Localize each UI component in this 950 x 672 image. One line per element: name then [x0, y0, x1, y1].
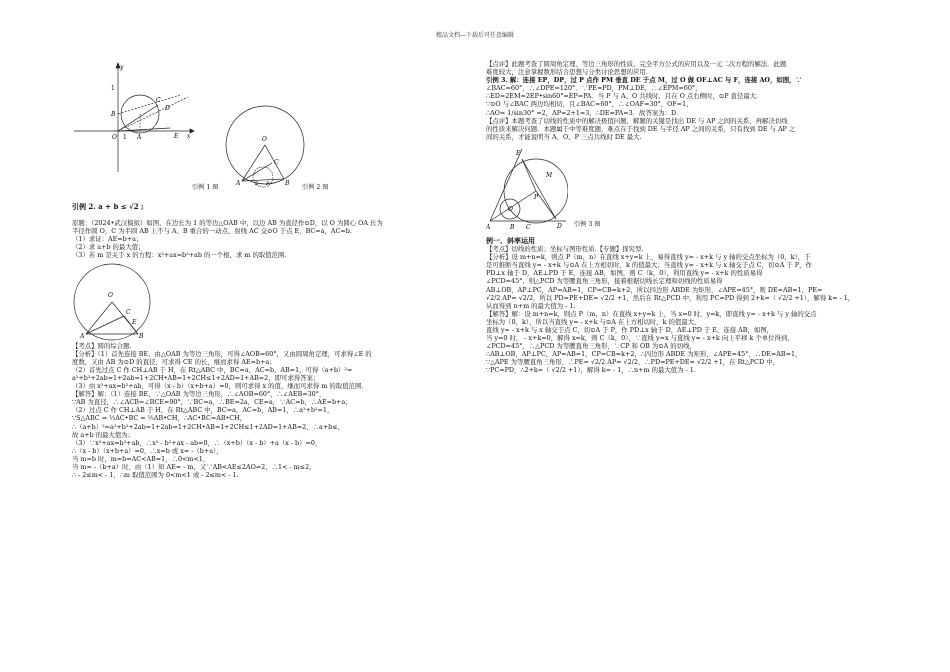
right-line-3: ∠BAC=60°，∴∠DPE=120°．∵PE=PD，PM⊥DE，∴∠EPM=60°， — [486, 84, 702, 93]
left-line-6: （3）若 m 是关于 x 的方程：x²+ax=b²+ab 的一个根，求 m 的取值范围. — [72, 251, 287, 260]
figure-1-coordinate-diagram — [70, 60, 195, 175]
left-line-13: （3）由 x²+ax=b²+ab，可得（x - b）（x+b+a）=0，则可求得 x 的值，继而可求得 m 的取值范围. — [72, 382, 364, 391]
fig1-label-o: O — [112, 134, 117, 141]
right-line-27: ∵PC=PD，∴2+k=（ √2/2 +1），解得 k= - 1，∴n+m 的最大值为 - 1. — [486, 366, 696, 375]
fig1-label-b: B — [111, 111, 116, 118]
left-line-21: ∴（x - b）（x+b+a）=0，∴x=b 或 x= -（b+a）， — [72, 446, 223, 455]
right-line-22: 直线 y= - x+k 与 x 轴交于点 C，切⊙A 于 P，作 PD⊥x 轴于 D，AE⊥PD 于 E，连接 AB，如图， — [486, 325, 774, 334]
fig1-label-d: D — [165, 105, 170, 112]
fig2-label-f: F — [266, 181, 270, 187]
right-line-0: 【点评】此题考查了圆周角定理、等边三角形的性质、完全平方公式的应用以及一元二次方程的解法．此题 — [486, 60, 787, 68]
fig3-label-b: B — [510, 223, 515, 231]
right-line-4: ∴ED=2EM=2EP•sin60°=EP=PA．当 P 与 A、O 共线时，且在 O 点右侧时，⊙P 直径最大. — [486, 92, 759, 101]
left-line-15: ∵AB 为直径，∴∠ACB=∠BCE=90°，∵BC=a，∴BE=2a，CE=a，∵AC=b，∴AE=b+a； — [72, 398, 352, 407]
right-line-26: ∵△APE 为等腰直角三角形，∴PE= √2/2 AP= √2/2，∴PD=PE+DE= √2/2 +1，在 Rt△PCD 中， — [486, 358, 779, 367]
right-line-5: ∵⊙O 与∠BAC 两边均相切，且∠BAC=60°，∴∠OAF=30°，OF=1， — [486, 100, 693, 109]
right-line-15: PD⊥x 轴于 D，AE⊥PD 于 E，连接 AB，如图，则 C（k，0），利用直线 y= - x+k 的性质易得 — [486, 269, 763, 278]
left-line-4: （1）求证：AE=b+a； — [72, 235, 143, 244]
figure-4-circle — [72, 262, 152, 342]
left-line-17: ∵S△ABC = ½AC•BC = ½AB•CH，∴AC•BC=AB•CH， — [72, 414, 247, 423]
left-line-24: ∴ - 2≤m< - 1，∴m 取值范围为 0<m<1 或 - 2≤m< - 1. — [72, 471, 239, 480]
left-line-9: 【分析】（1）首先连接 BE，由△OAB 为等边三角形，可得∠AOB=60°，又由圆周角定理，可求得∠E 的 — [72, 349, 372, 358]
fig2-label-e: E — [255, 181, 259, 187]
figure-3-wrap — [486, 141, 886, 237]
left-line-12: a²+b²+2ab=1+2ab=1+2CH•AB=1+2CH≤1+2AD=1+AB=2，即可求得答案； — [72, 373, 320, 382]
left-line-5: （2）求 a+b 的最大值； — [72, 243, 145, 252]
fig3-label-p: P — [534, 193, 539, 201]
right-column — [486, 60, 886, 375]
fig3-label-m: M — [546, 171, 553, 179]
right-line-2: 引例 3. 解：连接 EP，DP，过 P 点作 PM 垂直 DE 于点 M，过 O 做 OF⊥AC 与 F，连接 AO，如图，∵ — [486, 76, 802, 85]
caption-fig1: 引例 1 图 — [192, 184, 219, 191]
left-line-22: 当 m=b 时，m=b=AC<AB=1，∴0<m<1， — [72, 454, 210, 463]
right-line-24: ∠PCD=45°，∴△PCD 为等腰直角三角形，∵CP 和 OB 为⊙A 的切线， — [486, 342, 696, 351]
caption-fig2: 引例 2 图 — [302, 184, 329, 191]
fig3-label-e: E — [516, 149, 521, 157]
left-line-3: 半径作圆 O，C 为半圆 AB 上不与 A、B 重合的一动点，射线 AC 交⊙O 于点 E，BC=a，AC=b. — [72, 227, 352, 236]
fig1-label-e: E — [174, 133, 179, 140]
right-line-13: 【分析】设 m+n=k，则点 P（m，n）在直线 x+y=k 上，易得直线 y= - x+k 与 y 轴的交点坐标为（0，k），于 — [486, 253, 811, 262]
fig1-label-1: 1 — [111, 85, 115, 92]
right-line-18: √2/2 AP= √2/2，所以 PD=PE+DE= √2/2 +1，然后在 Rt△PCD 中，利用 PC=PD 得到 2+k=（ √2/2 +1），解得 k= - 1， — [486, 293, 855, 302]
right-line-9: 间的关系，才能说明当 A、O、P 三点共线时 DE 最大. — [486, 132, 642, 141]
figure-3-diagram — [486, 143, 568, 233]
fig2-label-c: C — [274, 159, 279, 166]
fig2-label-o: O — [262, 136, 267, 143]
left-column — [72, 203, 462, 479]
right-line-6: ∴AO= 1/sin30° =2，AP=2+1=3，∴DE=PA=3．故答案为：D． — [486, 108, 683, 117]
left-line-0: 引例 2. a + b ≤ √2 ; — [72, 202, 144, 211]
fig4-label-b: B — [139, 332, 144, 340]
left-line-20: （3）∵x²+ax=b²+ab，∴x² - b²+ax - ab=0，∴（x+b）（x - b）+a（x - b）=0， — [72, 438, 322, 447]
left-line-11: （2）首先过点 C 作 CH⊥AB 于 H，在 Rt△ABC 中，BC=a，AC=b，AB=1，可得（a+b）²= — [72, 365, 353, 374]
left-line-23: 当 m= -（b+a）时，由（1）知 AE= - m，又∵AB<AE≤2AO=2，∴1< - m≤2， — [72, 462, 316, 471]
right-line-25: ∴AB⊥OB，AP⊥PC，AP=AB=1，CP=CB=k+2，∴四边形 ABDE 为矩形，∠APE=45°，∴DE=AB=1， — [486, 350, 802, 359]
right-line-16: ∠PCD=45°，则△PCD 为等腰直角三角形，接着根据切线长定理和切线的性质易得 — [486, 277, 723, 286]
left-line-19: 故 a+b 的最大值为； — [72, 430, 135, 439]
right-line-1: 难度较大，注意掌握数形结合思想与分类讨论思想的应用. — [486, 68, 648, 77]
fig3-label-c: C — [526, 223, 531, 231]
fig1-label-x: x — [187, 133, 191, 140]
right-line-7: 【点评】本题考查了切线的性质中的解决极值问题，解题的关键是找出 DE 与 AP 之间的关系，再解决切线 — [486, 116, 788, 125]
right-line-19: 从而得到 n+m 的最大值为 - 1. — [486, 301, 576, 310]
fig1-label-1b: 1 — [123, 134, 127, 141]
right-line-8: 的性质来解决问题．本题属于中等难度题，难点在于找到 DE 与半径 AP 之间的关系，只有找到 DE 与 AP 之 — [486, 124, 796, 133]
figure-2-circle — [222, 103, 310, 189]
fig1-label-c: C — [156, 97, 161, 104]
right-line-11: 例一、斜率运用 — [486, 235, 535, 245]
right-line-12: 【考点】切线的性质；坐标与图形性质.【专题】探究型. — [486, 245, 644, 254]
fig4-label-c: C — [126, 308, 131, 316]
right-line-23: 当 y=0 时， - x+k=0，解得 x=k，则 C（k，0），∵直线 y=x 与直线 y= - x+k 向上平移 k 个单位得到， — [486, 334, 794, 343]
fig2-label-a: A — [236, 180, 241, 187]
page-header: 精品文档---下载后可任意编辑 — [435, 32, 515, 39]
right-line-14: 是可推断当直线 y= - x+k 与⊙A 在上方相切时，k 的值最大；当直线 y= - x+k 与 x 轴交于点 C，切⊙A 于 P，作 — [486, 261, 812, 270]
fig3-label-a: A — [486, 223, 491, 231]
fig4-label-o: O — [108, 291, 113, 299]
fig3-label-o: O — [508, 205, 513, 213]
fig3-label-d: D — [557, 222, 562, 230]
left-line-10: 度数，又由 AB 为⊙D 的直径，可求得 CE 的长，继而求得 AE=b+a； — [72, 357, 276, 366]
fig1-label-y: y — [120, 64, 124, 71]
fig4-label-a: A — [80, 332, 85, 340]
fig4-label-e: E — [132, 318, 137, 326]
caption-fig3: 引例 3 图 — [574, 220, 601, 228]
left-line-2: 原题：（2024•武汉模拟）如图，在边长为 1 的等边△OAB 中，以边 AB 为直径作⊙D，以 O 为圆心 OA 长为 — [72, 219, 383, 228]
left-line-18: ∴（a+b）²=a²+b²+2ab=1+2ab=1+2CH•AB=1+2CH≤1+2AD=1+AB=2，∴a+b≤， — [72, 422, 345, 431]
right-line-20: 【解答】解：设 m+n=k，则点 P（m，n）在直线 x+y=k 上，当 x=0 时，y=k，即直线 y= - x+k 与 y 轴的交点 — [486, 309, 817, 318]
left-line-8: 【考点】圆的综合题. — [72, 341, 132, 350]
right-line-17: AB⊥OB，AP⊥PC，AP=AB=1，CP=CB=k+2，所以四边形 ABDE 为矩形，∠APE=45°，则 DE=AB=1，PE= — [486, 285, 823, 294]
fig1-label-a: A — [137, 134, 142, 141]
fig2-label-b: B — [285, 180, 290, 187]
left-line-16: （2）过点 C 作 CH⊥AB 于 H，在 Rt△ABC 中，BC=a，AC=b，AB=1，∴a²+b²=1， — [72, 406, 334, 415]
left-line-14: 【解答】解：（1）连接 BE，∵△OAB 为等边三角形，∴∠AOB=60°，∴∠AEB=30°， — [72, 390, 326, 399]
right-line-21: 坐标为（0，k），所以当直线 y= - x+k 与⊙A 在上方相切时，k 的值最大， — [486, 317, 701, 326]
